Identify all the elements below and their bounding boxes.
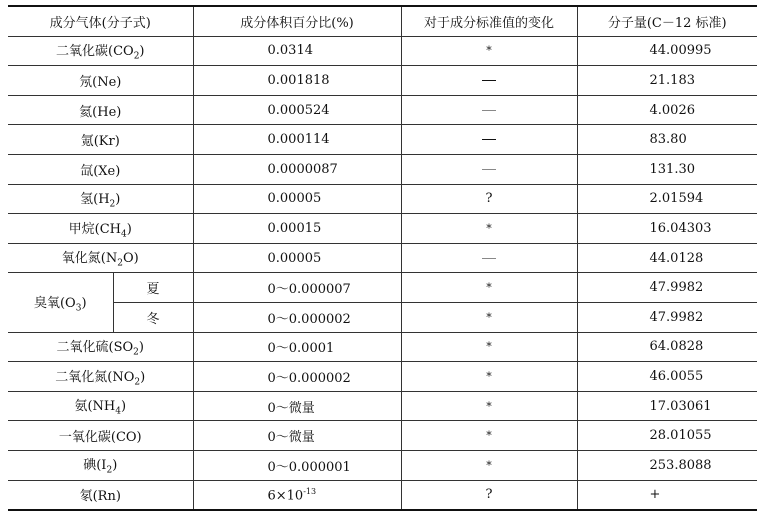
gas-name: 二氧化硫$(SO_2)$ bbox=[8, 332, 193, 362]
molecular-weight: 2.01594 bbox=[577, 184, 757, 214]
gas-name: 氡(Rn) bbox=[8, 480, 193, 510]
volume-percent: 0～0.000001 bbox=[193, 450, 401, 480]
molecular-weight: 47.9982 bbox=[577, 273, 757, 303]
volume-percent: 0.00005 bbox=[193, 243, 401, 273]
molecular-weight: 131.30 bbox=[577, 154, 757, 184]
change-mark: * bbox=[401, 332, 577, 362]
header-row bbox=[8, 6, 757, 36]
volume-percent: 0～0.000002 bbox=[193, 302, 401, 332]
molecular-weight: 46.0055 bbox=[577, 362, 757, 392]
gas-name: 氨$(NH_4)$ bbox=[8, 391, 193, 421]
molecular-weight: 28.01055 bbox=[577, 421, 757, 451]
table-row bbox=[8, 450, 757, 480]
dash-mark bbox=[482, 80, 496, 81]
molecular-weight: 47.9982 bbox=[577, 302, 757, 332]
table-row bbox=[8, 243, 757, 273]
volume-percent: $6\times 10^{-13}$ bbox=[193, 480, 401, 510]
season-winter: 冬 bbox=[113, 302, 193, 332]
molecular-weight: + bbox=[577, 480, 757, 510]
change-mark: ? bbox=[401, 184, 577, 214]
change-mark bbox=[401, 243, 577, 273]
season-summer: 夏 bbox=[113, 273, 193, 303]
header-molecular-weight: 分子量(C－12 标准) bbox=[577, 6, 757, 36]
gas-name: 甲烷$(CH_4)$ bbox=[8, 214, 193, 244]
gas-name: 氢$(H_2)$ bbox=[8, 184, 193, 214]
molecular-weight: 64.0828 bbox=[577, 332, 757, 362]
table-row bbox=[8, 184, 757, 214]
table-row bbox=[8, 362, 757, 392]
gas-name: 碘$(I_2)$ bbox=[8, 450, 193, 480]
table-row bbox=[8, 154, 757, 184]
molecular-weight: 21.183 bbox=[577, 66, 757, 96]
change-mark: * bbox=[401, 36, 577, 66]
atmosphere-composition-table-wrapper bbox=[8, 5, 757, 511]
volume-percent: 0.00015 bbox=[193, 214, 401, 244]
molecular-weight: 83.80 bbox=[577, 125, 757, 155]
gas-name: 氧化氮$(N_2O)$ bbox=[8, 243, 193, 273]
volume-percent: 0.000524 bbox=[193, 95, 401, 125]
change-mark bbox=[401, 154, 577, 184]
table-row-radon bbox=[8, 480, 757, 510]
molecular-weight: 16.04303 bbox=[577, 214, 757, 244]
volume-percent: 0～微量 bbox=[193, 421, 401, 451]
volume-percent: 0～0.0001 bbox=[193, 332, 401, 362]
header-change: 对于成分标准值的变化 bbox=[401, 6, 577, 36]
change-mark: * bbox=[401, 302, 577, 332]
table-row bbox=[8, 332, 757, 362]
molecular-weight: 253.8088 bbox=[577, 450, 757, 480]
volume-percent: 0～0.000002 bbox=[193, 362, 401, 392]
table-row bbox=[8, 214, 757, 244]
table-row bbox=[8, 125, 757, 155]
header-gas: 成分气体(分子式) bbox=[8, 6, 193, 36]
table-row bbox=[8, 36, 757, 66]
change-mark: ? bbox=[401, 480, 577, 510]
dash-mark bbox=[482, 258, 496, 259]
gas-name: 氖(Ne) bbox=[8, 66, 193, 96]
header-percent: 成分体积百分比(%) bbox=[193, 6, 401, 36]
volume-percent: 0.00005 bbox=[193, 184, 401, 214]
volume-percent: 0.000114 bbox=[193, 125, 401, 155]
atmosphere-composition-table bbox=[8, 5, 757, 511]
gas-name: 二氧化碳$(CO_2)$ bbox=[8, 36, 193, 66]
gas-name: 氪(Kr) bbox=[8, 125, 193, 155]
change-mark: * bbox=[401, 450, 577, 480]
molecular-weight: 44.00995 bbox=[577, 36, 757, 66]
table-row bbox=[8, 421, 757, 451]
change-mark: * bbox=[401, 214, 577, 244]
change-mark bbox=[401, 125, 577, 155]
change-mark: * bbox=[401, 362, 577, 392]
table-row-ozone-winter bbox=[8, 302, 757, 332]
volume-percent: 0～0.000007 bbox=[193, 273, 401, 303]
volume-percent: 0.0314 bbox=[193, 36, 401, 66]
volume-percent: 0.0000087 bbox=[193, 154, 401, 184]
volume-percent: 0.001818 bbox=[193, 66, 401, 96]
dash-mark bbox=[482, 169, 496, 170]
molecular-weight: 44.0128 bbox=[577, 243, 757, 273]
dash-mark bbox=[482, 139, 496, 140]
gas-name: 二氧化氮$(NO_2)$ bbox=[8, 362, 193, 392]
gas-name: 氦(He) bbox=[8, 95, 193, 125]
dash-mark bbox=[482, 110, 496, 111]
molecular-weight: 4.0026 bbox=[577, 95, 757, 125]
table-row bbox=[8, 66, 757, 96]
change-mark: * bbox=[401, 273, 577, 303]
gas-name-ozone: 臭氧$(O_3)$ bbox=[8, 273, 113, 332]
molecular-weight: 17.03061 bbox=[577, 391, 757, 421]
table-row-ozone-summer bbox=[8, 273, 757, 303]
change-mark bbox=[401, 95, 577, 125]
gas-name: 一氧化碳(CO) bbox=[8, 421, 193, 451]
change-mark bbox=[401, 66, 577, 96]
table-row bbox=[8, 95, 757, 125]
change-mark: * bbox=[401, 391, 577, 421]
gas-name: 氙(Xe) bbox=[8, 154, 193, 184]
table-row bbox=[8, 391, 757, 421]
change-mark: * bbox=[401, 421, 577, 451]
volume-percent: 0～微量 bbox=[193, 391, 401, 421]
